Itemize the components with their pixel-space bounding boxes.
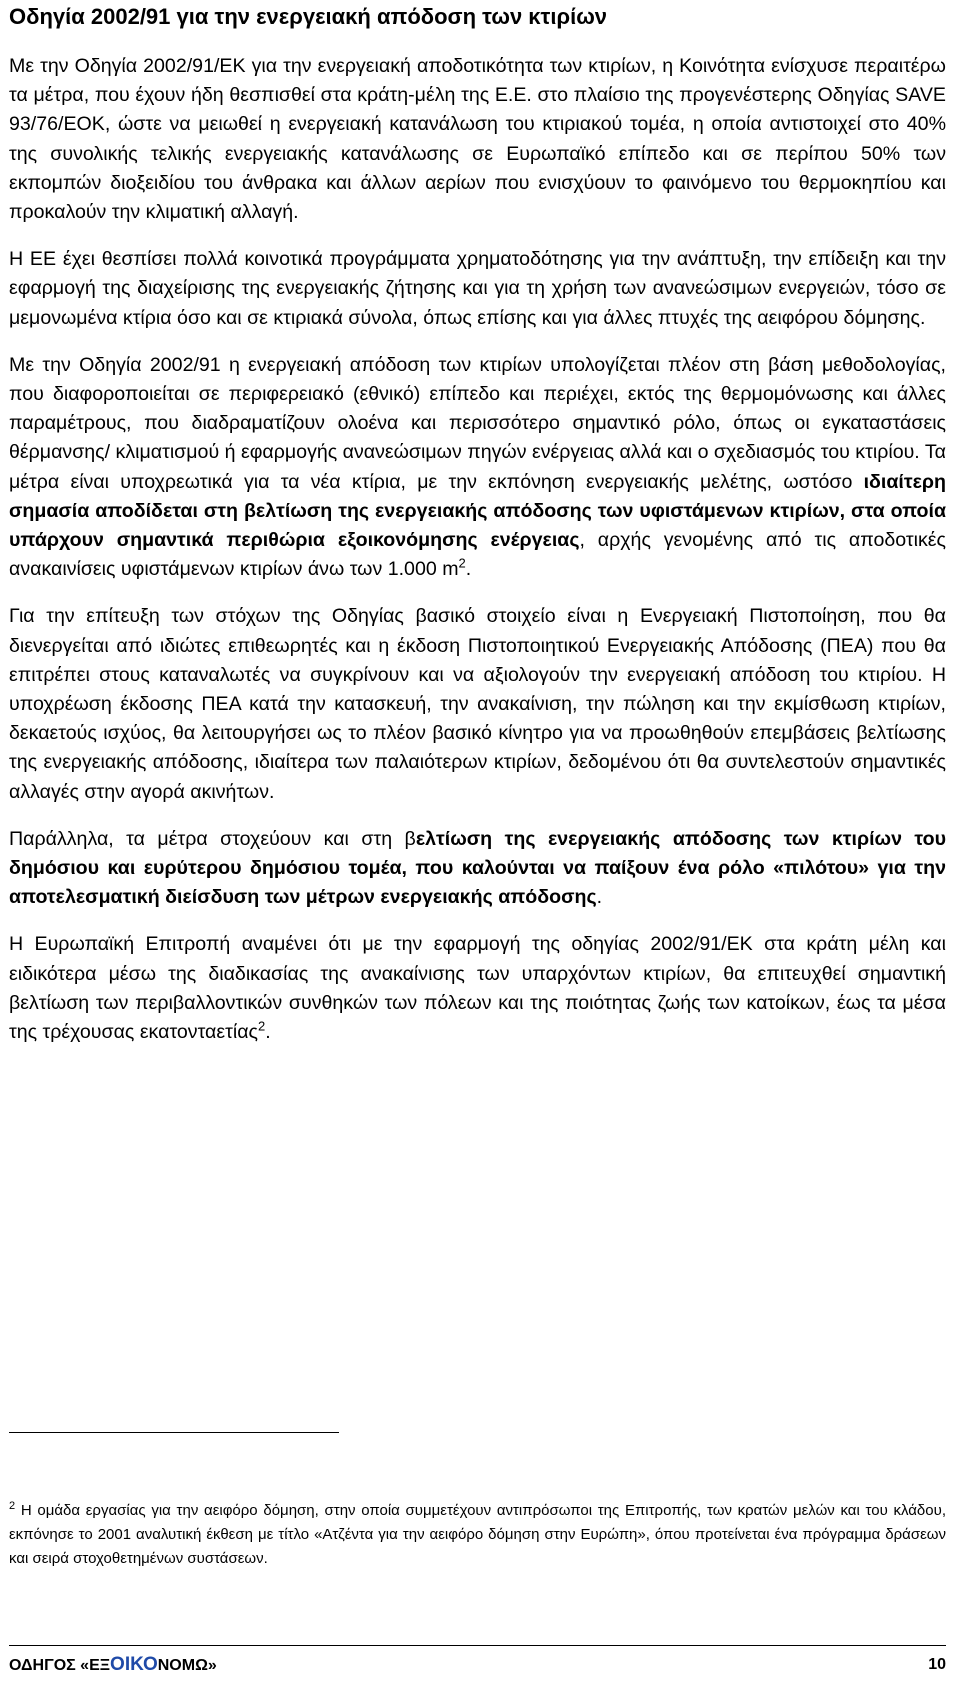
paragraph-3 <box>9 351 946 585</box>
footnote-text: Η ομάδα εργασίας για την αειφόρο δόμηση, στην οποία συμμετέχουν αντιπρόσωποι της Επιτροπής, των κρατών μελών και του κλάδου, εκπόνησε το 2001 αναλυτική έκθεση με τίτλο «Ατζέντα για την αειφόρο δόμηση στην Ευρώπη», όπου προτείνεται ένα πρόγραμμα δράσεων και σειρά στοχοθετημένων συστάσεων. <box>9 1502 946 1567</box>
paragraph-2: Η ΕΕ έχει θεσπίσει πολλά κοινοτικά προγράμματα χρηματοδότησης για την ανάπτυξη, την επίδειξη και την εφαρμογή της διαχείρισης της ενεργειακής ζήτησης και για τη χρήση των ανανεώσιμων ενεργειών, τόσο σε μεμονωμένα κτίρια όσο και σε κτιριακά σύνολα, όπως επίσης και για άλλες πτυχές της αειφόρου δόμησης. <box>9 248 946 329</box>
paragraph-3-text: Με την Οδηγία 2002/91 η ενεργειακή απόδοση των κτιρίων υπολογίζεται πλέον στη βάση μεθοδολογίας, που διαφοροποιείται σε περιφερειακό (εθνικό) επίπεδο και περιέχει, εκτός της θερμομόνωσης και άλλες παραμέτρους, που διαδραματίζουν ολοένα και περισσότερο σημαντικό ρόλο, όπως οι εγκαταστάσεις θέρμανσης/ κλιματισμού ή εφαρμογής ανανεώσιμων πηγών ενέργειας αλλά και ο σχεδιασμός του κτιρίου. Τα μέτρα είναι υποχρεωτικά για τα νέα κτίρια, με την εκπόνηση ενεργειακής μελέτης, ωστόσο <box>9 353 946 493</box>
paragraph-5-text: Παράλληλα, τα μέτρα στοχεύουν και στη β <box>9 827 416 850</box>
page-number: 10 <box>928 1656 946 1673</box>
paragraph-6-text: Η Ευρωπαϊκή Επιτροπή αναμένει ότι με την εφαρμογή της οδηγίας 2002/91/ΕΚ στα κράτη μέλη και ειδικότερα μέσω της διαδικασίας της ανακαίνισης των υπαρχόντων κτιρίων, θα επιτευχθεί σημαντική βελτίωση των περιβαλλοντικών συνθηκών των πόλεων και της ποιότητας ζωής των κατοίκων, έως τα μέσα της τρέχουσας εκατονταετίας <box>9 933 946 1044</box>
paragraph-5-emphasis: ελτίωση της ενεργειακής απόδοσης των κτιρίων του δημόσιου και ευρύτερου δημόσιου τομέα, που καλούνται να παίξουν ένα ρόλο «πιλότου» για την αποτελεσματική διείσδυση των μέτρων ενεργειακής απόδοσης <box>9 827 946 909</box>
footer-divider <box>9 1645 946 1646</box>
paragraph-3-emphasis: ιδιαίτερη σημασία αποδίδεται στη βελτίωση της ενεργειακής απόδοσης των υφιστάμενων κτιρίων, στα οποία υπάρχουν σημαντικά περιθώρια εξοικονόμησης ενέργειας <box>9 470 946 552</box>
footer-brand-suffix: ΝΟΜΩ» <box>157 1657 217 1674</box>
paragraph-5 <box>9 825 946 913</box>
paragraph-3-text-cont: , αρχής γενομένης από τις αποδοτικές ανακαινίσεις υφιστάμενων κτιρίων άνω των 1.000 m <box>9 529 946 581</box>
footer-brand-prefix: ΟΔΗΓΟΣ «ΕΞ <box>9 1657 111 1674</box>
document-body <box>9 0 946 1047</box>
footnote-divider <box>9 1432 339 1433</box>
footer-brand-accent: ΟΙΚΟ <box>110 1654 158 1675</box>
page-footer <box>9 1652 946 1678</box>
paragraph-3-end: . <box>465 558 472 581</box>
page-title: Οδηγία 2002/91 για την ενεργειακή απόδοση των κτιρίων <box>9 4 608 29</box>
footnote-marker: 2 <box>9 1500 16 1512</box>
footnote-reference-2: 2 <box>258 1018 266 1034</box>
superscript-2: 2 <box>458 555 466 571</box>
paragraph-6 <box>9 930 946 1047</box>
footer-brand <box>9 1652 217 1679</box>
footnote <box>9 1499 946 1571</box>
paragraph-4: Για την επίτευξη των στόχων της Οδηγίας βασικό στοιχείο είναι η Ενεργειακή Πιστοποίηση, που θα διενεργείται από ιδιώτες επιθεωρητές και η έκδοση Πιστοποιητικού Ενεργειακής Απόδοσης (ΠΕΑ) που θα επιτρέπει στους καταναλωτές να συγκρίνουν και να αξιολογούν την ενεργειακή απόδοση του κτιρίου. Η υποχρέωση έκδοσης ΠΕΑ κατά την κατασκευή, την ανακαίνιση, την πώληση και την εκμίσθωση κτιρίων, δεκαετούς ισχύος, θα λειτουργήσει ως το πλέον βασικό κίνητρο για να προωθηθούν επεμβάσεις βελτίωσης της ενεργειακής απόδοσης, ιδιαίτερα των παλαιότερων κτιρίων, δεδομένου ότι θα συντελεστούν σημαντικές αλλαγές στην αγορά ακινήτων. <box>9 605 946 803</box>
paragraph-6-end: . <box>265 1021 271 1044</box>
paragraph-5-end: . <box>596 886 603 909</box>
paragraph-1: Με την Οδηγία 2002/91/ΕΚ για την ενεργειακή αποδοτικότητα των κτιρίων, η Κοινότητα ενίσχυσε περαιτέρω τα μέτρα, που έχουν ήδη θεσπισθεί στα κράτη-μέλη της Ε.Ε. στο πλαίσιο της προγενέστερης Οδηγίας SAVE 93/76/ΕΟΚ, ώστε να μειωθεί η ενεργειακή κατανάλωση του κτιριακού τομέα, η οποία αντιστοιχεί στο 40% της συνολικής τελικής ενεργειακής κατανάλωσης σε Ευρωπαϊκό επίπεδο και σε περίπου 50% των εκπομπών διοξειδίου του άνθρακα και άλλων αερίων που ενισχύουν το φαινόμενο του θερμοκηπίου και προκαλούν την κλιματική αλλαγή. <box>9 55 946 224</box>
